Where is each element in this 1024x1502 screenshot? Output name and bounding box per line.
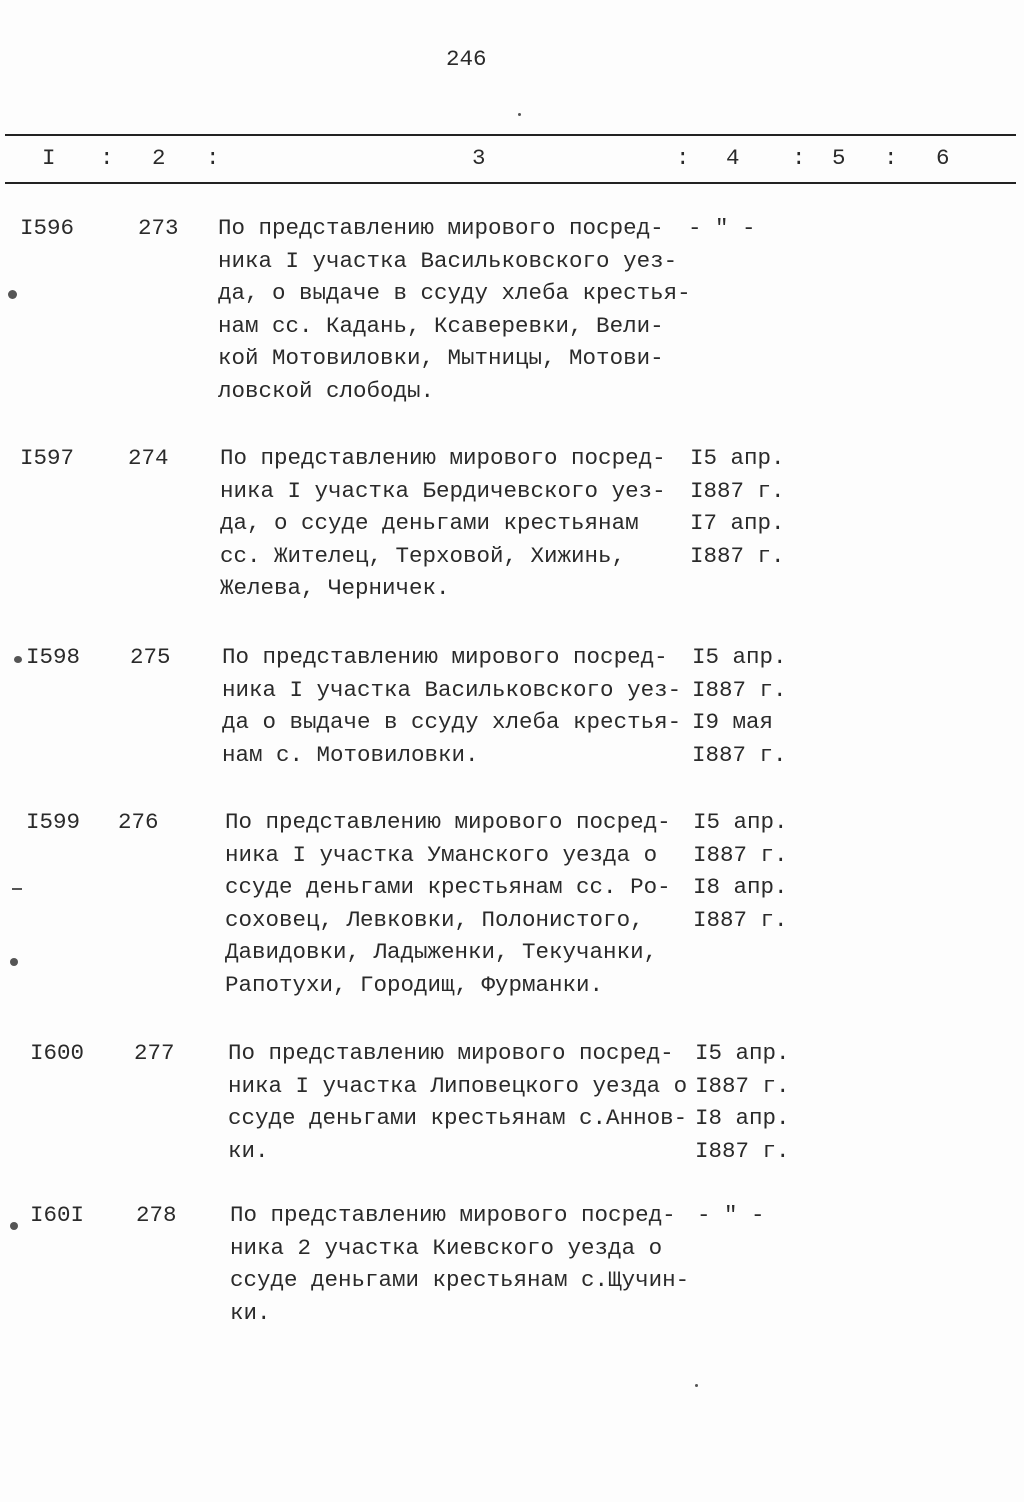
col-header-1: I — [42, 145, 56, 171]
entry-description — [218, 212, 691, 407]
date-line: I887 г. — [692, 741, 787, 768]
date-line: I8 апр. — [693, 874, 788, 900]
sheet-number: 278 — [136, 1202, 177, 1228]
entry-description — [225, 806, 671, 1001]
page-number: 246 — [446, 46, 487, 72]
description-line: ссуде деньгами крестьянам с.Аннов- — [228, 1105, 688, 1131]
entry-description — [228, 1037, 687, 1167]
col-separator: : — [792, 145, 806, 171]
description-line: ника 2 участка Киевского уезда о — [230, 1234, 663, 1261]
description-line: ника I участка Липовецкого уезда о — [228, 1072, 688, 1099]
date-line: I5 апр. — [693, 809, 788, 835]
description-line: да, о выдаче в ссуду хлеба крестья- — [218, 280, 691, 306]
description-line: ника I участка Васильковского уез- — [218, 247, 678, 274]
date-line: I887 г. — [693, 841, 788, 868]
description-line: ки. — [230, 1299, 271, 1326]
entry-number: I600 — [30, 1040, 85, 1066]
entry-number: I599 — [26, 809, 81, 835]
col-header-3: 3 — [472, 145, 486, 171]
date-line: I5 апр. — [690, 445, 785, 471]
description-line: По представлению мирового посред- — [220, 445, 666, 471]
description-line: Желева, Черничек. — [220, 575, 450, 601]
date-line: I9 мая — [692, 709, 774, 735]
description-line: ловской слободы. — [218, 377, 435, 404]
header-bottom-rule — [5, 182, 1016, 184]
description-line: ника I участка Уманского уезда о — [225, 841, 658, 868]
entry-dates — [697, 1199, 765, 1232]
entry-number: I596 — [20, 215, 75, 241]
sheet-number: 276 — [118, 809, 159, 835]
header-top-rule — [5, 134, 1016, 136]
date-line: - " - — [697, 1202, 765, 1228]
entry-dates — [692, 641, 787, 771]
description-line: По представлению мирового посред- — [218, 215, 664, 241]
sheet-number: 273 — [138, 215, 179, 241]
description-line: ки. — [228, 1137, 269, 1164]
description-line: По представлению мирового посред- — [228, 1040, 674, 1066]
date-line: I887 г. — [690, 542, 785, 569]
entry-description — [222, 641, 681, 771]
description-line: ника I участка Бердичевского уез- — [220, 477, 666, 504]
date-line: I887 г. — [693, 906, 788, 933]
date-line: I887 г. — [695, 1137, 790, 1164]
date-line: I887 г. — [692, 676, 787, 703]
date-line: I5 апр. — [695, 1040, 790, 1066]
entry-number: I60I — [30, 1202, 85, 1228]
description-line: нам с. Мотовиловки. — [222, 741, 479, 768]
col-separator: : — [206, 145, 220, 171]
entry-dates — [695, 1037, 790, 1167]
description-line: кой Мотовиловки, Мытницы, Мотови- — [218, 345, 664, 371]
col-separator: : — [100, 145, 114, 171]
col-header-2: 2 — [152, 145, 166, 171]
col-header-5: 5 — [832, 145, 846, 171]
description-line: да, о ссуде деньгами крестьянам — [220, 510, 639, 536]
entry-dates — [690, 442, 785, 572]
date-line: I7 апр. — [690, 510, 785, 536]
description-line: ника I участка Васильковского уез- — [222, 676, 682, 703]
sheet-number: 275 — [130, 644, 171, 670]
date-line: I5 апр. — [692, 644, 787, 670]
description-line: соховец, Левковки, Полонистого, — [225, 906, 644, 933]
col-separator: : — [884, 145, 898, 171]
description-line: да о выдаче в ссуду хлеба крестья- — [222, 709, 682, 735]
description-line: ссуде деньгами крестьянам сс. Ро- — [225, 874, 671, 900]
date-line: I887 г. — [695, 1072, 790, 1099]
description-line: Рапотухи, Городищ, Фурманки. — [225, 971, 604, 998]
description-line: Давидовки, Ладыженки, Текучанки, — [225, 939, 658, 965]
entry-dates — [693, 806, 788, 936]
sheet-number: 277 — [134, 1040, 175, 1066]
col-separator: : — [676, 145, 690, 171]
description-line: По представлению мирового посред- — [230, 1202, 676, 1228]
date-line: - " - — [688, 215, 756, 241]
description-line: нам сс. Кадань, Ксаверевки, Вели- — [218, 312, 664, 339]
col-header-6: 6 — [936, 145, 950, 171]
description-line: ссуде деньгами крестьянам с.Щучин- — [230, 1267, 690, 1293]
entry-number: I597 — [20, 445, 75, 471]
date-line: I8 апр. — [695, 1105, 790, 1131]
entry-description — [230, 1199, 689, 1329]
col-header-4: 4 — [726, 145, 740, 171]
entry-dates — [688, 212, 756, 245]
entry-description — [220, 442, 666, 605]
entry-number: I598 — [26, 644, 81, 670]
description-line: По представлению мирового посред- — [222, 644, 668, 670]
date-line: I887 г. — [690, 477, 785, 504]
description-line: сс. Жителец, Терховой, Хижинь, — [220, 542, 626, 569]
description-line: По представлению мирового посред- — [225, 809, 671, 835]
sheet-number: 274 — [128, 445, 169, 471]
